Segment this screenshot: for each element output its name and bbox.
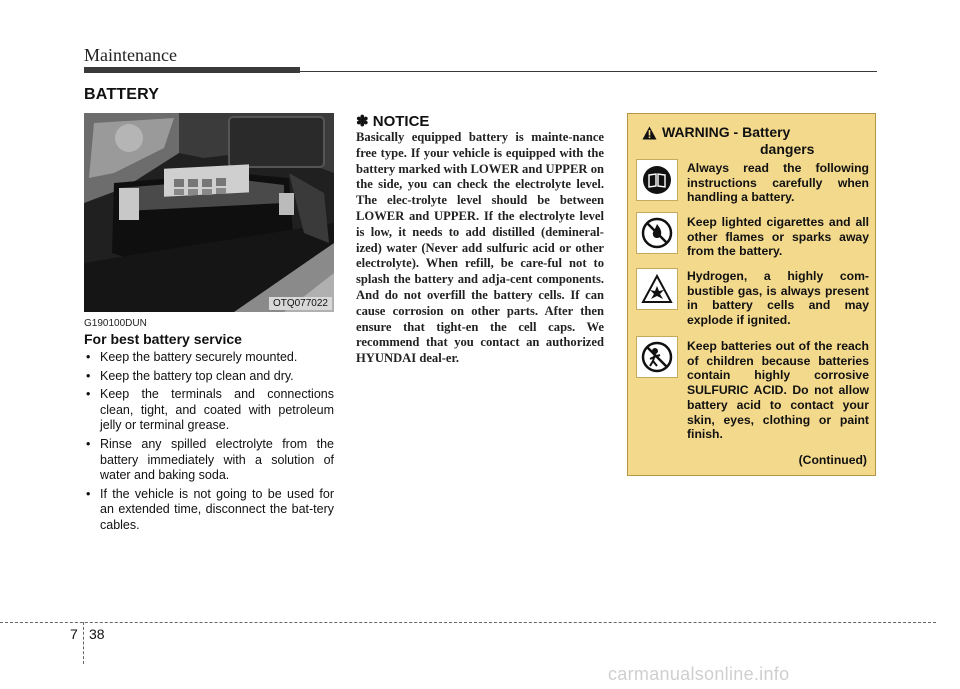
keep-children-away-icon	[636, 336, 678, 378]
continued-label: (Continued)	[798, 453, 867, 467]
no-flame-icon	[636, 212, 678, 254]
warning-item-text: Keep batteries out of the reach of children because batteries contain highly corrosive SULFURIC ACID. Do not allow battery acid to contact your skin, eyes, clothing or paint finish.	[687, 339, 869, 442]
warning-item-text: Hydrogen, a highly com-bustible gas, is always present in battery cells and may explode if ignited.	[687, 269, 869, 328]
subheading: For best battery service	[84, 331, 242, 347]
page-number: 38	[89, 626, 105, 642]
list-item: • Rinse any spilled electrolyte from the battery immediately with a solution of water and baking soda.	[84, 437, 334, 484]
notice-title: ✽ NOTICE	[356, 113, 430, 130]
figure-code: OTQ077022	[269, 297, 332, 310]
warning-box	[627, 113, 876, 476]
list-item: • Keep the battery securely mounted.	[84, 350, 334, 366]
footer-rule	[0, 622, 936, 623]
warning-item-text: Always read the following instructions carefully when handling a battery.	[687, 161, 869, 205]
watermark: carmanualsonline.info	[608, 664, 790, 684]
header-rule-thick	[84, 67, 300, 73]
open-book-icon	[636, 159, 678, 201]
header-rule-thin	[300, 71, 877, 72]
warning-item-text: Keep lighted cigarettes and all other flames or sparks away from the battery.	[687, 215, 869, 259]
warning-triangle-icon	[642, 126, 657, 140]
reference-code: G190100DUN	[84, 318, 147, 329]
chapter-number: 7	[70, 626, 78, 642]
footer-divider	[83, 622, 84, 664]
list-item: • Keep the battery top clean and dry.	[84, 369, 334, 385]
section-title: BATTERY	[84, 86, 160, 103]
warning-title: WARNING - Battery	[662, 124, 791, 140]
service-tips-list	[84, 350, 334, 537]
battery-photo	[84, 113, 334, 312]
notice-body: Basically equipped battery is mainte-nance free type. If your vehicle is equipped with the battery marked with LOWER and UPPER on the side, you can check the electrolyte level. The elec-trolyte level should be between LOWER and UPPER. If the electrolyte level is low, it needs to add distilled (demineral-ized) water (Never add sulfuric acid or other electrolyte). When refill, be care-ful not to splash the battery and adja-cent components. And do not overfill the battery cells. If can cause corrosion on other parts. After then ensure that tight-en the cell caps. We recommend that you contact an authorized HYUNDAI deal-er.	[356, 130, 604, 366]
warning-title-line2: dangers	[760, 141, 815, 157]
header-title: Maintenance	[84, 45, 177, 65]
list-item: • If the vehicle is not going to be used for an extended time, disconnect the bat-tery cables.	[84, 487, 334, 534]
list-item: • Keep the terminals and connections clean, tight, and coated with petroleum jelly or terminal grease.	[84, 387, 334, 434]
battery-engine-bay-photo	[84, 113, 334, 312]
explosion-hazard-icon	[636, 268, 678, 310]
